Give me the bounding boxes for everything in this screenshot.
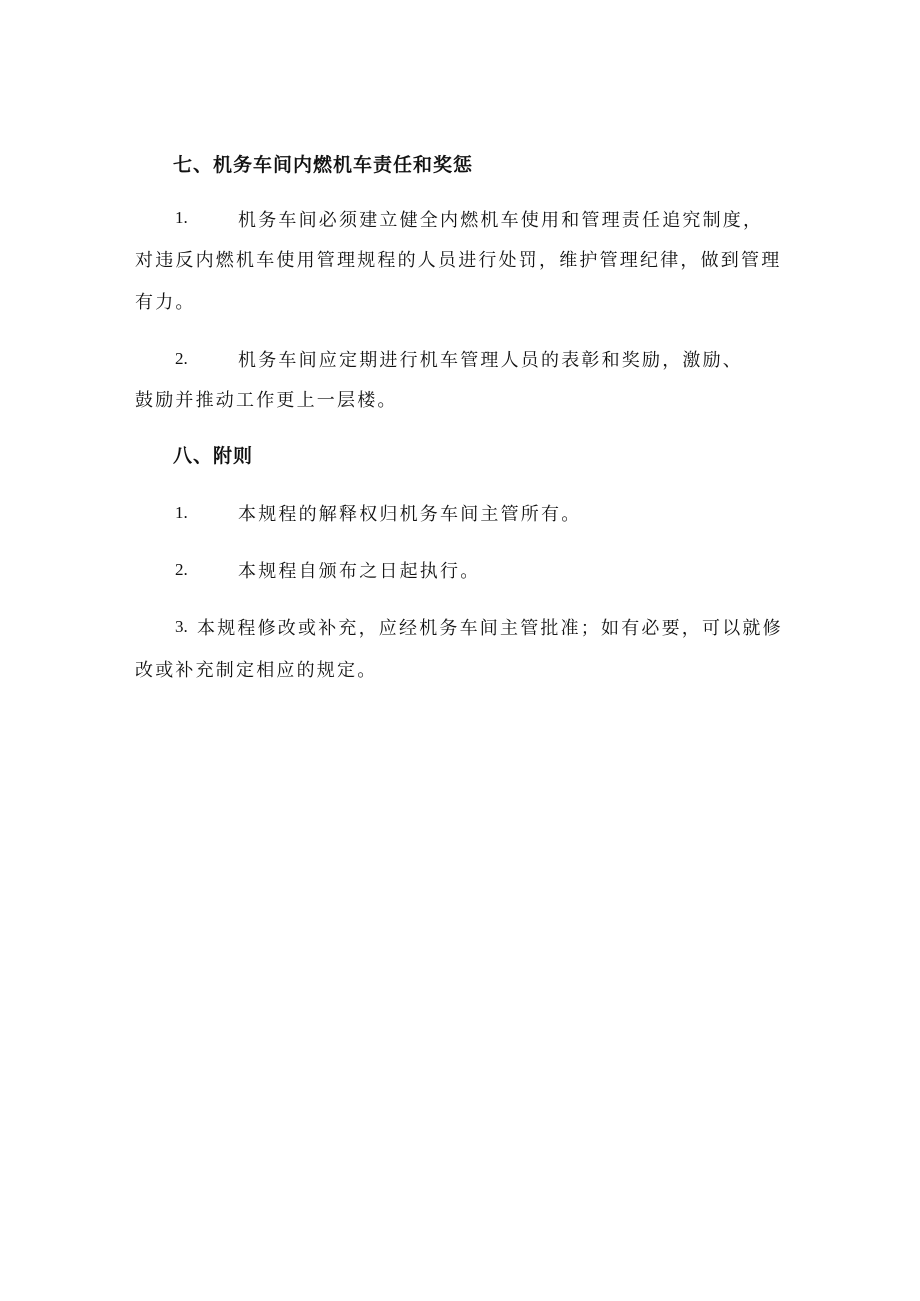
item-number: 3. (175, 617, 188, 636)
item-number: 1. (175, 208, 188, 227)
item-text-line: 本规程的解释权归机务车间主管所有。 (238, 504, 582, 525)
item-text-line: 机务车间应定期进行机车管理人员的表彰和奖励，激励、 (238, 350, 743, 371)
item-text-line: 改或补充制定相应的规定。 (135, 660, 378, 681)
section-heading-7: 七、机务车间内燃机车责任和奖惩 (173, 154, 474, 176)
item-text-line: 鼓励并推动工作更上一层楼。 (135, 390, 398, 411)
item-text-line: 有力。 (135, 292, 196, 313)
item-number: 2. (175, 349, 188, 368)
item-text-line: 对违反内燃机车使用管理规程的人员进行处罚，维护管理纪律，做到管理 (135, 250, 782, 271)
item-text-line: 本规程自颁布之日起执行。 (238, 561, 481, 582)
item-text-line: 本规程修改或补充，应经机务车间主管批准；如有必要，可以就修 (197, 618, 783, 639)
item-text-line: 机务车间必须建立健全内燃机车使用和管理责任追究制度， (238, 210, 764, 231)
item-number: 1. (175, 503, 188, 522)
section-heading-8: 八、附则 (173, 445, 254, 467)
item-number: 2. (175, 560, 188, 579)
